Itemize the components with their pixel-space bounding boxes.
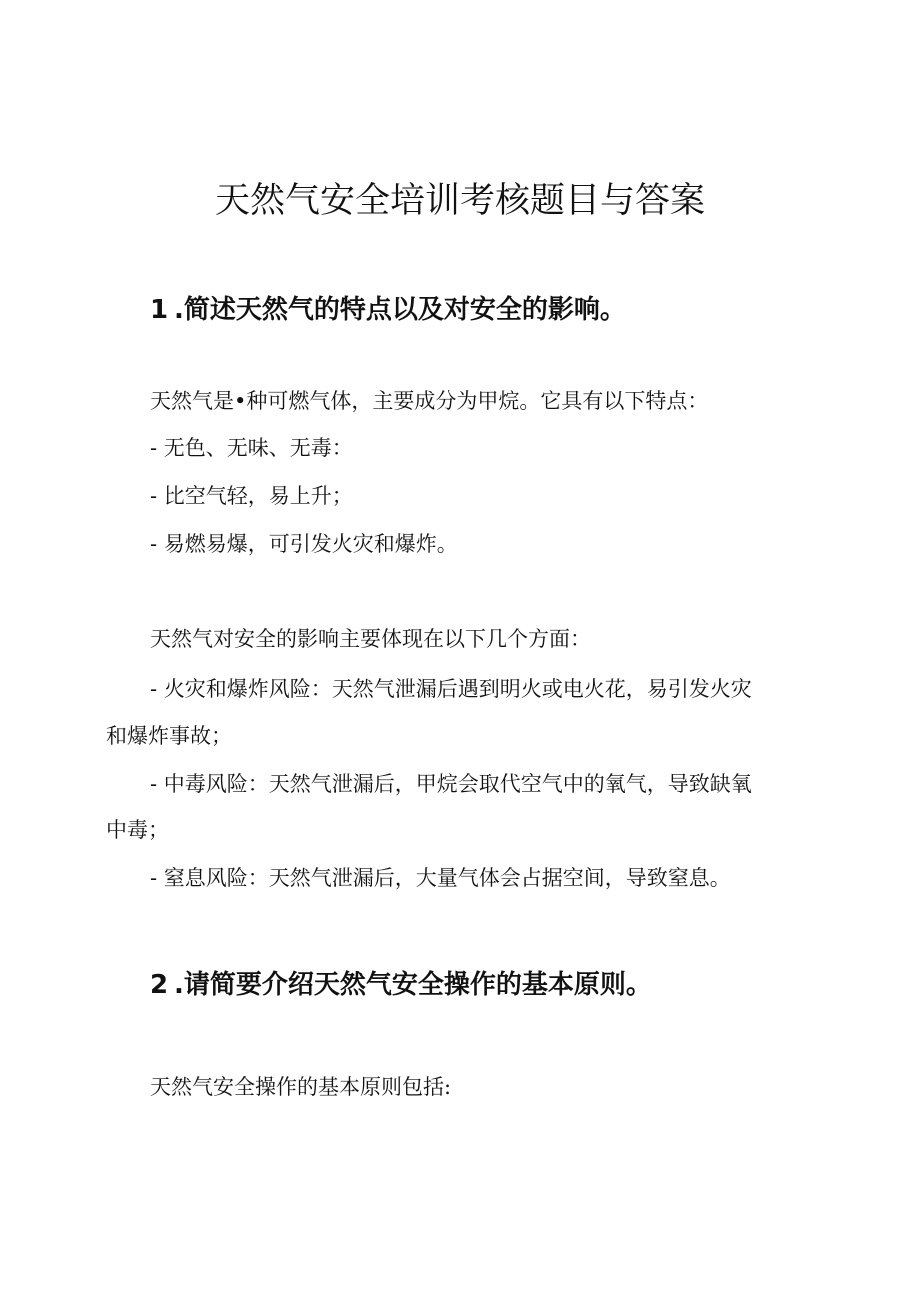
impact-item: - 火灾和爆炸风险：天然气泄漏后遇到明火或电火花，易引发火灾	[150, 677, 752, 701]
impact-item-continuation: 中毒；	[106, 818, 169, 842]
feature-item: - 易燃易爆，可引发火灾和爆炸。	[150, 532, 458, 556]
feature-item: - 无色、无味、无毒：	[150, 436, 353, 460]
impact-item: - 中毒风险：天然气泄漏后，甲烷会取代空气中的氧气，导致缺氧	[150, 772, 752, 796]
section-2-intro: 天然气安全操作的基本原则包括:	[150, 1075, 452, 1099]
impact-item-continuation: 和爆炸事故；	[106, 724, 232, 748]
impact-item: - 窒息风险：天然气泄漏后，大量气体会占据空间，导致窒息。	[150, 866, 731, 890]
section-1-number: 1	[150, 295, 169, 325]
section-1-heading-text: .简述天然气的特点以及对安全的影响。	[174, 295, 626, 325]
feature-item: - 比空气轻，易上升；	[150, 484, 353, 508]
section-2-number: 2	[150, 970, 169, 1000]
document-title: 天然气安全培训考核题目与答案	[214, 181, 705, 221]
impact-intro: 天然气对安全的影响主要体现在以下几个方面：	[150, 627, 591, 651]
section-1-heading	[150, 290, 626, 330]
section-2-heading	[150, 965, 652, 1005]
section-2-heading-text: .请简要介绍天然气安全操作的基本原则。	[174, 970, 652, 1000]
section-1-intro: 天然气是•种可燃气体，主要成分为甲烷。它具有以下特点：	[150, 389, 709, 413]
